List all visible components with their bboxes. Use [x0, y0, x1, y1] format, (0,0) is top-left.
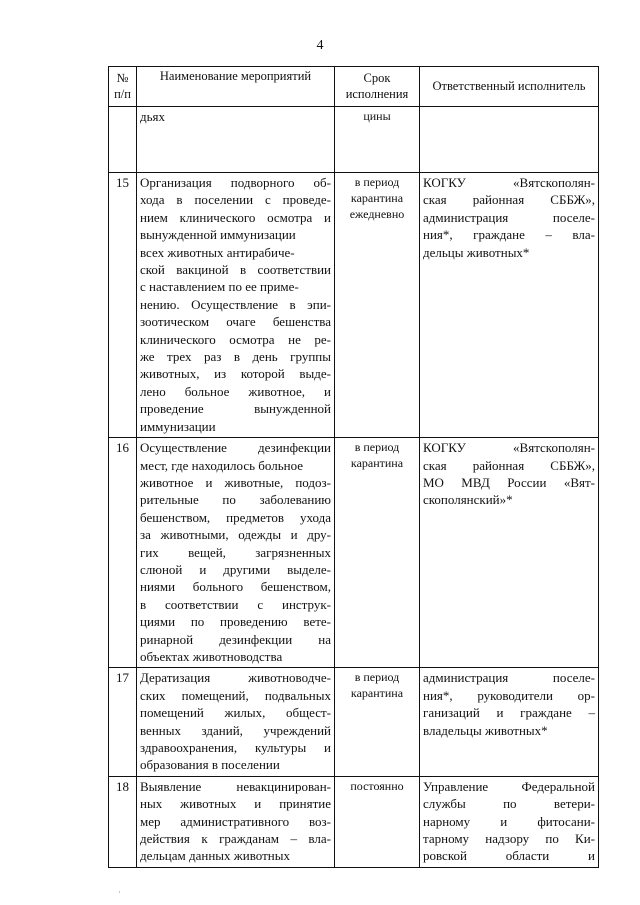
text-line: ровской области и: [423, 848, 595, 864]
text-line: клинического осмотра не ре-: [140, 331, 331, 347]
text-line: животное и животные, подоз-: [140, 474, 331, 490]
text-line: ганизаций и граждане –: [423, 705, 595, 721]
text-line: мест, где находилось больное: [140, 457, 304, 473]
text-line: администрация поселе-: [423, 209, 595, 225]
table-row-continued: [109, 107, 599, 173]
text-line: службы по ветери-: [423, 796, 595, 812]
text-line: зоотическом очаге бешенства: [140, 314, 331, 330]
text-line: скополянский»*: [423, 492, 513, 508]
text-line: дельцы животных*: [423, 244, 530, 260]
text-line: нием клинического осмотра и: [140, 209, 331, 225]
text-line: ниями больного бешенством,: [140, 579, 331, 595]
text-line: ская районная СББЖ»,: [423, 192, 595, 208]
table-row: [109, 173, 599, 438]
row-num: 15: [109, 173, 137, 438]
text-line: ской вакциной в соответствии: [140, 262, 331, 278]
text-line: бешенством, предметов ухода: [140, 509, 331, 525]
text-line: действия к гражданам – вла-: [140, 831, 331, 847]
text-line: ских помещений, подвальных: [140, 687, 331, 703]
text-line: ния*, граждане – вла-: [423, 227, 595, 243]
measures-table: [108, 66, 599, 868]
text-line: ская районная СББЖ»,: [423, 457, 595, 473]
text-line: МО МВД России «Вят-: [423, 474, 595, 490]
text-line: за животными, одежды и дру-: [140, 527, 331, 543]
row-responsible: [420, 173, 599, 438]
text-line: хода в поселении с проведе-: [140, 192, 331, 208]
text-line: всех животных антирабиче-: [140, 244, 295, 260]
text-line: КОГКУ «Вятскополян-: [423, 440, 595, 456]
text-line: циями по проведению вете-: [140, 614, 331, 630]
row-name: [137, 776, 335, 867]
text-line: вынужденной иммунизации: [140, 227, 296, 243]
text-line: Дератизация животноводче-: [140, 670, 331, 686]
row-responsible: [420, 776, 599, 867]
text-line: гих вещей, загрязненных: [140, 544, 331, 560]
page-number: 4: [316, 38, 324, 53]
row-name: [137, 438, 335, 668]
text-line: объектах животноводства: [140, 648, 283, 664]
continued-name: дьях: [137, 107, 335, 173]
table-row: [109, 438, 599, 668]
header-responsible: Ответственный исполнитель: [420, 67, 599, 107]
text-line: мер административного воз-: [140, 813, 331, 829]
row-responsible: [420, 668, 599, 776]
text-line: слюной и другими выделе-: [140, 561, 331, 577]
text-line: Организация подворного об-: [140, 175, 331, 190]
text-line: здравоохранения, культуры и: [140, 740, 331, 755]
header-num: № п/п: [109, 67, 137, 107]
text-line: администрация поселе-: [423, 670, 595, 686]
text-line: образования в поселении: [140, 757, 280, 773]
row-name: [137, 173, 335, 438]
text-line: помещений жилых, общест-: [140, 705, 331, 721]
row-num: 17: [109, 668, 137, 776]
text-line: ринарной дезинфекции на: [140, 631, 331, 647]
row-term: в период карантина: [335, 438, 420, 668]
text-line: Выявление невакцинирован-: [140, 778, 331, 794]
text-line: КОГКУ «Вятскополян-: [423, 175, 595, 190]
row-num: 18: [109, 776, 137, 867]
text-line: иммунизации: [140, 418, 216, 434]
row-term: в период карантина ежедневно: [335, 173, 420, 438]
row-responsible: [420, 438, 599, 668]
text-line: Управление Федеральной: [423, 778, 595, 794]
text-line: нарному и фитосани-: [423, 813, 595, 829]
text-line: с наставлением по ее приме-: [140, 279, 299, 295]
continued-responsible: [420, 107, 599, 173]
text-line: венных зданий, учреждений: [140, 722, 331, 738]
margin-mark: ·: [118, 887, 121, 897]
text-line: нению. Осуществление в эпи-: [140, 296, 331, 312]
continued-term: цины: [335, 107, 420, 173]
table-row: [109, 776, 599, 867]
row-term: в период карантина: [335, 668, 420, 776]
text-line: владельцы животных*: [423, 722, 548, 738]
header-term: Срок исполнения: [335, 67, 420, 107]
row-name: [137, 668, 335, 776]
text-line: животных, из которой выде-: [140, 366, 331, 382]
text-line: ных животных и принятие: [140, 796, 331, 812]
continued-num: [109, 107, 137, 173]
text-line: лено больное животное, и: [140, 383, 331, 399]
table-row: [109, 668, 599, 776]
text-line: тарному надзору по Ки-: [423, 831, 595, 847]
text-line: рительные по заболеванию: [140, 492, 331, 508]
row-num: 16: [109, 438, 137, 668]
text-line: ния*, руководители ор-: [423, 687, 595, 703]
text-line: дельцам данных животных: [140, 848, 290, 864]
text-line: же трех раз в день группы: [140, 349, 331, 365]
text-line: проведение вынужденной: [140, 401, 331, 417]
header-name: Наименование мероприятий: [137, 67, 335, 107]
row-term: постоянно: [335, 776, 420, 867]
table-header-row: [109, 67, 599, 107]
text-line: Осуществление дезинфекции: [140, 440, 331, 456]
text-line: в соответствии с инструк-: [140, 596, 331, 612]
